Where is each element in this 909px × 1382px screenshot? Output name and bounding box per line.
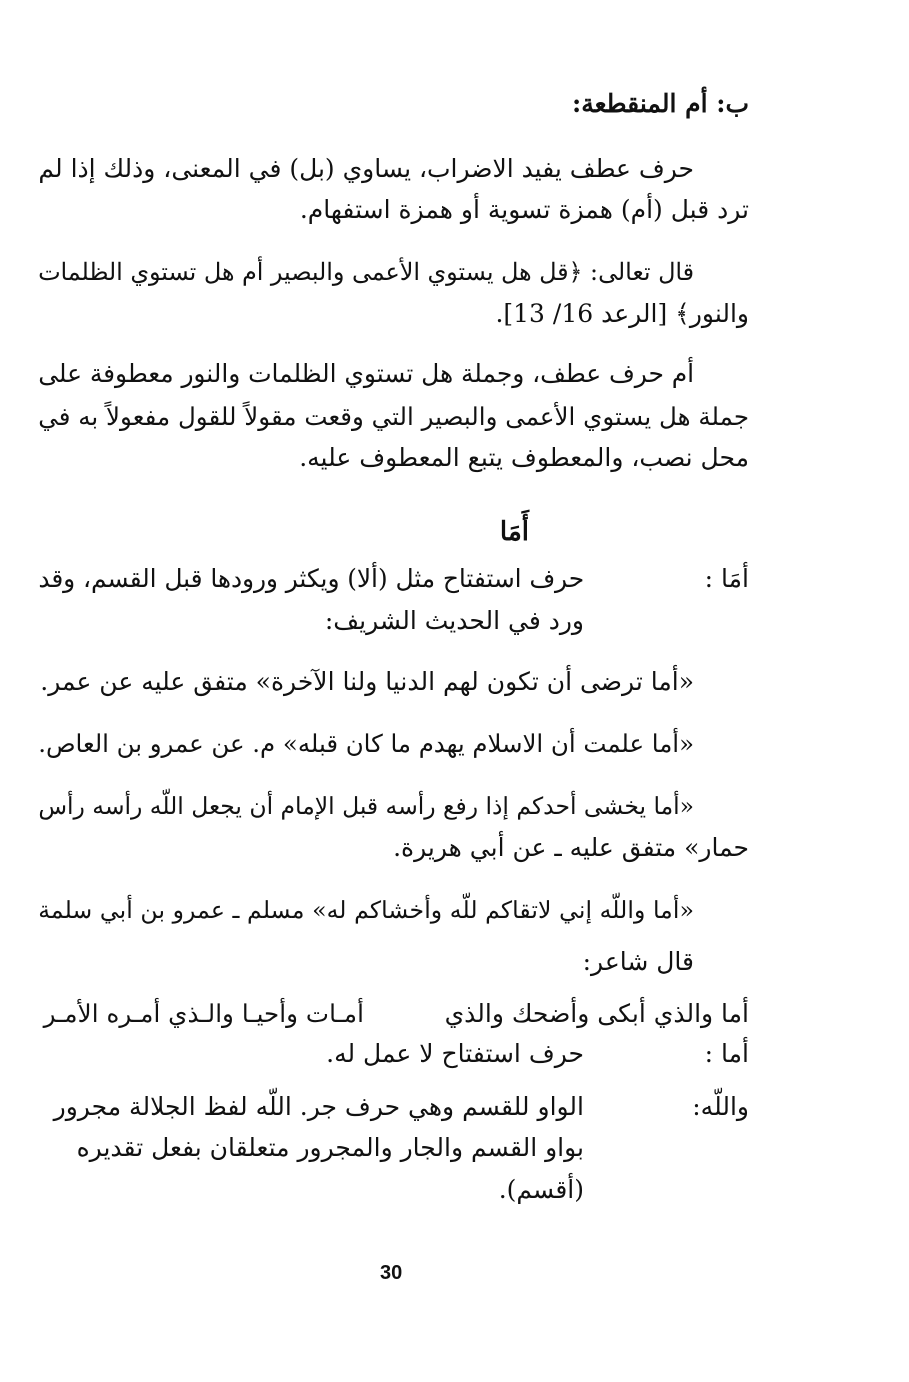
definition-line: ورد في الحديث الشريف:	[324, 606, 584, 635]
verse-second-half: أمـات وأحيـا والـذي أمـره الأمـر	[43, 999, 364, 1028]
paragraph-line: حرف عطف يفيد الاضراب، يساوي (بل) في المعنى، وذلك إذا لم	[38, 154, 694, 183]
hadith-quote: «أما يخشى أحدكم إذا رفع رأسه قبل الإمام أن يجعل اللّه رأسه رأس	[38, 792, 694, 820]
quran-quote-line: قال تعالى: ﴿قل هل يستوي الأعمى والبصير أم هل تستوي الظلمات	[38, 258, 694, 286]
paragraph-line: جملة هل يستوي الأعمى والبصير التي وقعت مقولاً للقول مفعولاً به في	[38, 402, 749, 431]
definition-line: حرف استفتاح لا عمل له.	[326, 1039, 584, 1068]
term-label: واللّه:	[692, 1092, 749, 1121]
definition-line: الواو للقسم وهي حرف جر. اللّه لفظ الجلالة مجرور	[53, 1092, 584, 1121]
page-number: 30	[380, 1262, 403, 1284]
definition-line: حرف استفتاح مثل (ألا) ويكثر ورودها قبل القسم، وقد	[38, 564, 584, 593]
definition-line: بواو القسم والجار والمجرور متعلقان بفعل تقديره	[76, 1133, 584, 1162]
paragraph-line: ترد قبل (أم) همزة تسوية أو همزة استفهام.	[299, 195, 749, 224]
poet-intro: قال شاعر:	[582, 947, 694, 976]
definition-line: (أقسم).	[498, 1175, 584, 1204]
paragraph-line: أم حرف عطف، وجملة هل تستوي الظلمات والنور معطوفة على	[38, 359, 694, 388]
hadith-quote: «أما علمت أن الاسلام يهدم ما كان قبله» م. عن عمرو بن العاص.	[38, 729, 694, 758]
term-label: أما :	[704, 1039, 749, 1068]
hadith-quote: «أما واللّه إني لاتقاكم للّه وأخشاكم له» مسلم ـ عمرو بن أبي سلمة	[38, 896, 694, 924]
paragraph-line: محل نصب، والمعطوف يتبع المعطوف عليه.	[299, 443, 749, 472]
section-heading: ب: أم المنقطعة:	[571, 89, 749, 118]
quran-quote-line: والنور﴾ [الرعد 16/ 13].	[495, 299, 749, 328]
term-label: أمَا :	[704, 564, 749, 593]
verse-first-half: أما والذي أبكى وأضحك والذي	[444, 999, 749, 1028]
entry-title: أَمَا	[499, 517, 529, 547]
hadith-quote: حمار» متفق عليه ـ عن أبي هريرة.	[393, 833, 749, 862]
hadith-quote: «أما ترضى أن تكون لهم الدنيا ولنا الآخرة» متفق عليه عن عمر.	[40, 667, 694, 696]
